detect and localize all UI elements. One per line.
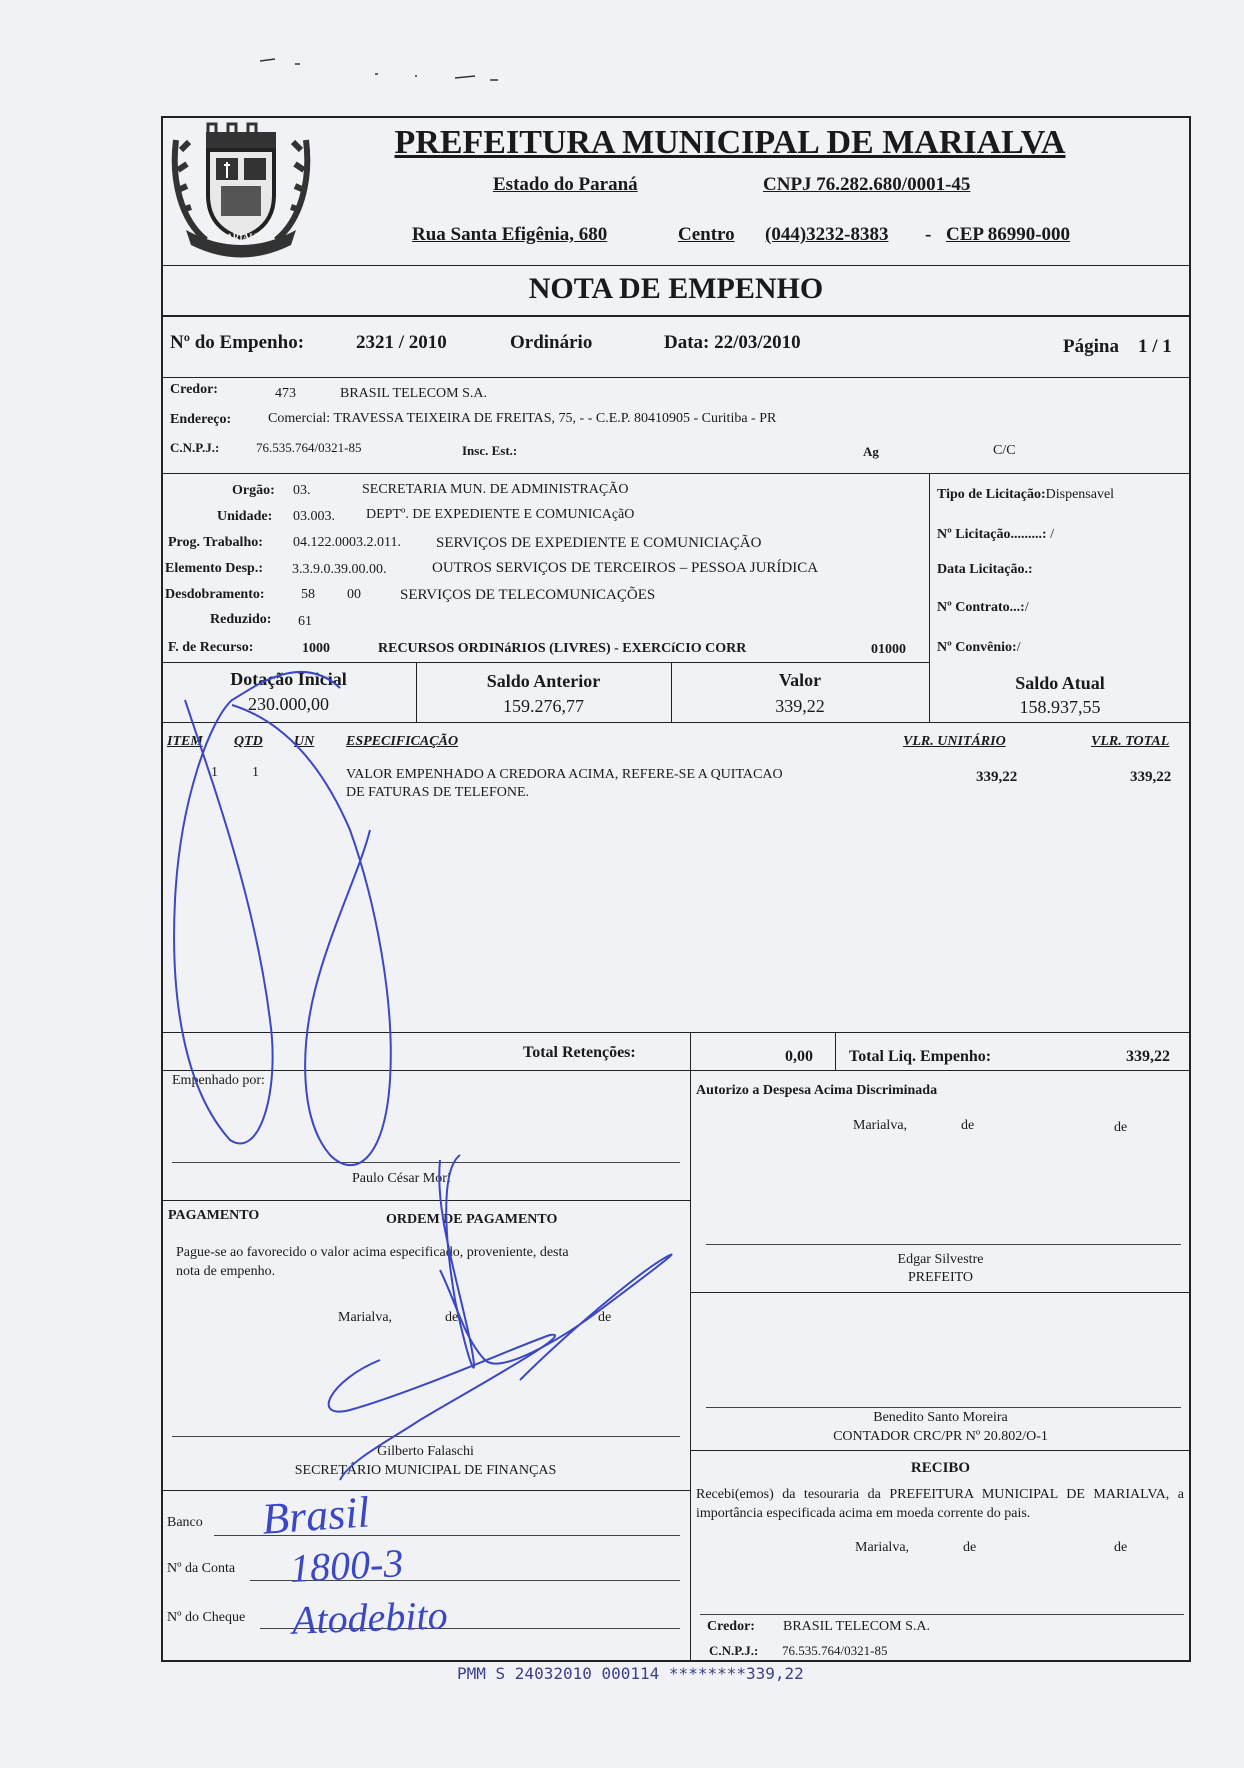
prog-label: Prog. Trabalho: <box>168 535 263 550</box>
item-total-value: 339,22 <box>1130 769 1172 785</box>
contrato-label <box>937 600 1029 616</box>
desd-code2: 00 <box>347 587 361 602</box>
ag-label: Ag <box>863 444 879 459</box>
item-number: 1 <box>211 765 218 780</box>
tipo-licitacao-value: Dispensavel <box>1045 487 1115 502</box>
contador-signature-line <box>706 1407 1181 1408</box>
page-label: Página <box>1063 336 1119 357</box>
num-licitacao-value: / <box>1050 527 1054 542</box>
recurso-label: F. de Recurso: <box>168 640 254 655</box>
secretario-signature-line <box>172 1436 680 1437</box>
unidade-desc: DEPTº. DE EXPEDIENTE E COMUNICAçãO <box>366 507 635 522</box>
valor-value: 339,22 <box>775 696 825 716</box>
col-un: UN <box>294 734 315 749</box>
crest-banner-text: MARIALVA <box>217 232 267 242</box>
liq-value: 339,22 <box>1126 1048 1170 1065</box>
tipo-licitacao-label <box>937 487 1114 503</box>
secretario-cargo: SECRETÁRIO MUNICIPAL DE FINANÇAS <box>294 1463 557 1478</box>
recurso-code: 1000 <box>302 641 330 656</box>
prog-code: 04.122.0003.2.011. <box>293 535 401 550</box>
pagamento-label: PAGAMENTO <box>168 1208 260 1223</box>
elem-label: Elemento Desp.: <box>165 561 263 576</box>
item-qtd: 1 <box>252 765 259 780</box>
recibo-label: RECIBO <box>910 1460 971 1476</box>
prog-desc: SERVIÇOS DE EXPEDIENTE E COMUNICIAÇÃO <box>436 535 762 551</box>
scan-marks <box>255 56 555 86</box>
rule-totais-1 <box>690 1032 691 1070</box>
rule-credor <box>161 473 1191 474</box>
address-separator: - <box>925 224 932 245</box>
conta-label: Nº da Conta <box>167 1561 236 1576</box>
recibo-de2: de <box>1114 1540 1128 1555</box>
ordem-pagamento-label: ORDEM DE PAGAMENTO <box>386 1212 558 1227</box>
recurso-desc: RECURSOS ORDINáRIOS (LIVRES) - EXERCíCIO CORR <box>378 641 747 656</box>
recibo-cnpj-label: C.N.P.J.: <box>709 1643 759 1658</box>
prefeitura-title: PREFEITURA MUNICIPAL DE MARIALVA <box>394 124 1066 161</box>
reduzido-label: Reduzido: <box>210 612 272 627</box>
liq-label: Total Liq. Empenho: <box>849 1048 992 1065</box>
valor-label: Valor <box>778 670 822 690</box>
dotacao-inicial-label: Dotação Inicial <box>230 669 347 689</box>
num-licitacao-label <box>937 527 1054 543</box>
insc-label: Insc. Est.: <box>462 443 518 458</box>
autorizo-label: Autorizo a Despesa Acima Discriminada <box>696 1083 938 1098</box>
saldo-anterior-value: 159.276,77 <box>503 696 584 716</box>
saldo-atual-value: 158.937,55 <box>1019 697 1101 717</box>
retencoes-value: 0,00 <box>785 1048 813 1065</box>
orgao-label: Orgão: <box>232 483 275 498</box>
cnpj-label: C.N.P.J.: <box>170 440 220 455</box>
recibo-signature-line <box>700 1614 1184 1615</box>
desd-desc: SERVIÇOS DE TELECOMUNICAÇÕES <box>400 587 656 603</box>
rule-saldos-top <box>161 662 929 663</box>
contador-nome: Benedito Santo Moreira <box>873 1410 1008 1425</box>
endereco-label: Endereço: <box>170 412 232 427</box>
address-cep: CEP 86990-000 <box>946 224 1071 245</box>
rule-saldos-bottom <box>161 722 1191 723</box>
pagamento-local: Marialva, <box>338 1310 393 1325</box>
recibo-cnpj: 76.535.764/0321-85 <box>782 1643 888 1658</box>
desd-code1: 58 <box>301 587 315 602</box>
banco-handwritten: Brasil <box>260 1487 372 1544</box>
empenho-date: Data: 22/03/2010 <box>664 332 801 353</box>
scan-specks-icon <box>255 56 555 86</box>
col-qtd: QTD <box>234 734 263 749</box>
recibo-local: Marialva, <box>855 1540 910 1555</box>
autorizo-de1: de <box>961 1118 975 1133</box>
elem-desc: OUTROS SERVIÇOS DE TERCEIROS – PESSOA JURÍDICA <box>432 560 819 576</box>
payment-stamp: PMM S 24032010 000114 ********339,22 <box>457 1664 804 1683</box>
contrato-value: / <box>1024 600 1029 615</box>
address-centro: Centro <box>678 224 735 245</box>
col-item: ITEM <box>167 734 203 749</box>
rule-contador-top <box>690 1292 1191 1293</box>
cheque-label: Nº do Cheque <box>167 1610 246 1625</box>
cc-label: C/C <box>993 443 1016 458</box>
col-unit: VLR. UNITÁRIO <box>903 734 1006 749</box>
rule-empenhado-top <box>161 1070 1191 1071</box>
data-licitacao-label: Data Licitação.: <box>937 562 1033 577</box>
unidade-label: Unidade: <box>217 509 273 524</box>
rule-totais <box>161 1032 1191 1033</box>
item-desc-line2: DE FATURAS DE TELEFONE. <box>346 785 530 800</box>
endereco-value: Comercial: TRAVESSA TEIXEIRA DE FREITAS, 75, - - C.E.P. 80410905 - Curitiba - PR <box>268 411 777 426</box>
item-desc-line1: VALOR EMPENHADO A CREDORA ACIMA, REFERE-SE A QUITACAO <box>346 767 783 782</box>
empenhado-signature-line <box>172 1162 680 1163</box>
cheque-handwritten: Atodebito <box>291 1592 449 1643</box>
unidade-code: 03.003. <box>293 509 335 524</box>
rule-banco-top <box>161 1490 690 1491</box>
nota-title: NOTA DE EMPENHO <box>528 272 824 305</box>
estado-label: Estado do Paraná <box>493 174 638 195</box>
credor-label: Credor: <box>170 382 218 397</box>
rule-recibo-top <box>690 1450 1191 1451</box>
convenio-value: / <box>1016 640 1021 655</box>
empenho-label: Nº do Empenho: <box>170 332 305 353</box>
cnpj-prefeitura: CNPJ 76.282.680/0001-45 <box>763 174 971 195</box>
reduzido-value: 61 <box>298 614 312 629</box>
municipal-crest <box>166 120 316 260</box>
recibo-credor: BRASIL TELECOM S.A. <box>783 1619 931 1634</box>
orgao-desc: SECRETARIA MUN. DE ADMINISTRAÇÃO <box>362 482 629 497</box>
address-street: Rua Santa Efigênia, 680 <box>412 224 608 245</box>
recibo-credor-label: Credor: <box>707 1619 755 1634</box>
desd-label: Desdobramento: <box>165 587 265 602</box>
rule-title <box>161 315 1191 317</box>
tipo-licitacao-label-text: Tipo de Licitação: <box>937 487 1046 502</box>
pagamento-de2: de <box>598 1310 612 1325</box>
recibo-texto: Recebi(emos) da tesouraria da PREFEITURA MUNICIPAL DE MARIALVA, a importância especificada acima em moeda corrente do pais. <box>696 1487 1184 1521</box>
convenio-label-text: Nº Convênio: <box>937 640 1017 655</box>
rule-empenho <box>161 377 1191 378</box>
pagamento-texto-1: Pague-se ao favorecido o valor acima especificado, proveniente, desta <box>176 1245 569 1260</box>
retencoes-label: Total Retenções: <box>523 1044 636 1061</box>
rule-middle-vertical <box>690 1070 691 1662</box>
recurso-code2: 01000 <box>871 642 906 657</box>
col-total: VLR. TOTAL <box>1091 734 1170 749</box>
empenhado-nome: Paulo César Mori <box>352 1171 451 1186</box>
dotacao-inicial-value: 230.000,00 <box>248 694 329 714</box>
num-licitacao-label-text: Nº Licitação.........: <box>937 527 1047 542</box>
prefeito-signature-line <box>706 1244 1181 1245</box>
empenho-number: 2321 / 2010 <box>356 332 447 353</box>
pagamento-texto-2: nota de empenho. <box>176 1264 276 1279</box>
page-number: 1 / 1 <box>1138 336 1172 357</box>
secretario-nome: Gilberto Falaschi <box>377 1444 474 1459</box>
credor-name: BRASIL TELECOM S.A. <box>340 386 488 401</box>
item-unit-value: 339,22 <box>976 769 1018 785</box>
credor-code: 473 <box>275 386 296 401</box>
conta-handwritten: 1800-3 <box>288 1540 405 1591</box>
orgao-code: 03. <box>293 483 311 498</box>
col-espec: ESPECIFICAÇÃO <box>346 734 459 749</box>
contador-cargo: CONTADOR CRC/PR Nº 20.802/O-1 <box>833 1429 1048 1444</box>
rule-pagamento-top <box>161 1200 690 1201</box>
prefeito-nome: Edgar Silvestre <box>897 1252 984 1267</box>
autorizo-de2: de <box>1114 1120 1128 1135</box>
contrato-label-text: Nº Contrato...: <box>937 600 1025 615</box>
saldo-anterior-label: Saldo Anterior <box>486 671 601 691</box>
saldo-atual-label: Saldo Atual <box>1015 673 1105 693</box>
rule-header <box>161 265 1191 266</box>
convenio-label <box>937 640 1021 656</box>
empenho-type: Ordinário <box>510 332 593 353</box>
empenhado-label: Empenhado por: <box>172 1073 265 1088</box>
banco-label: Banco <box>167 1515 203 1530</box>
elem-code: 3.3.9.0.39.00.00. <box>292 562 387 577</box>
rule-totais-2 <box>835 1032 836 1070</box>
recibo-de1: de <box>963 1540 977 1555</box>
prefeito-cargo: PREFEITO <box>907 1270 974 1285</box>
autorizo-local: Marialva, <box>853 1118 908 1133</box>
pagamento-de1: de <box>445 1310 459 1325</box>
address-phone: (044)3232-8383 <box>765 224 889 245</box>
cnpj-value: 76.535.764/0321-85 <box>256 440 362 455</box>
